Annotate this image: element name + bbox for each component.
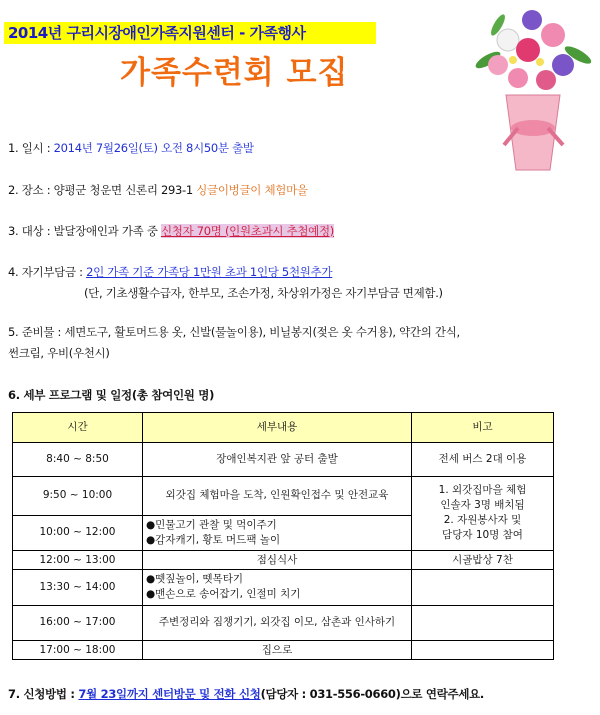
time-cell: 17:00 ~ 18:00 — [13, 641, 143, 660]
fee-line — [8, 264, 332, 280]
content-cell: 집으로 — [143, 641, 412, 660]
schedule-table — [12, 412, 554, 660]
flower-bouquet-icon — [468, 0, 596, 180]
note-cell: 시골밥상 7찬 — [412, 551, 554, 570]
event-banner: 2014년 구리시장애인가족지원센터 - 가족행사 — [4, 22, 376, 44]
note-cell — [412, 569, 554, 605]
supplies-line-2: 썬크림, 우비(우천시) — [8, 346, 110, 360]
target-value: 신청자 70명 (인원초과시 추첨예정) — [160, 224, 334, 238]
note-cell — [412, 605, 554, 641]
time-cell: 8:40 ~ 8:50 — [13, 443, 143, 476]
target-line — [8, 223, 334, 239]
place-label: 2. 장소 : 양평군 청운면 신론리 293-1 — [8, 183, 197, 197]
content-cell: 장애인복지관 앞 공터 출발 — [143, 443, 412, 476]
apply-value: 7월 23일까지 센터방문 및 전화 신청 — [78, 687, 261, 701]
table-row — [13, 569, 554, 605]
fee-value: 2인 가족 기준 가족당 1만원 초과 1인당 5천원추가 — [86, 265, 333, 279]
apply-label: 7. 신청방법 : — [8, 687, 79, 701]
note-line: 2. 자원봉사자 및 — [443, 514, 522, 527]
time-cell: 13:30 ~ 14:00 — [13, 569, 143, 605]
content-cell: 점심식사 — [143, 551, 412, 570]
table-row — [13, 641, 554, 660]
supplies-line-1: 5. 준비물 : 세면도구, 활토머드용 옷, 신발(물놀이용), 비닐봉지(젖은 옷 수거용), 약간의 간식, — [8, 325, 460, 339]
apply-contact: (담당자 : 031-556-0660)으로 연락주세요. — [260, 687, 485, 701]
place-line — [8, 182, 308, 198]
table-row — [13, 476, 554, 515]
note-line: 1. 외갓집마을 체험 — [438, 484, 527, 497]
fee-note: (단, 기초생활수급자, 한부모, 조손가정, 차상위가정은 자기부담금 면제함.) — [84, 286, 443, 300]
content-cell: 외갓집 체험마을 도착, 인원확인접수 및 안전교육 — [143, 476, 412, 515]
note-line: 인솔자 3명 배치됨 — [440, 499, 525, 512]
column-header-time: 시간 — [13, 413, 143, 443]
time-cell: 16:00 ~ 17:00 — [13, 605, 143, 641]
apply-line — [8, 686, 484, 702]
activity-item: ●감자캐기, 황토 머드팩 놀이 — [146, 533, 281, 546]
content-cell — [143, 515, 412, 551]
content-cell — [143, 569, 412, 605]
note-cell: 전세 버스 2대 이용 — [412, 443, 554, 476]
program-title: 6. 세부 프로그램 및 일정(총 참여인원 명) — [8, 388, 215, 402]
activity-item: ●맨손으로 송어잡기, 인절미 치기 — [146, 588, 301, 601]
activity-item: ●뗏짚놀이, 뗏목타기 — [146, 573, 243, 586]
column-header-content: 세부내용 — [143, 413, 412, 443]
fee-label: 4. 자기부담금 : — [8, 265, 87, 279]
time-cell: 9:50 ~ 10:00 — [13, 476, 143, 515]
place-value: 싱글이벙글이 체험마을 — [196, 183, 308, 197]
time-cell: 12:00 ~ 13:00 — [13, 551, 143, 570]
table-row — [13, 551, 554, 570]
date-value: 2014년 7월26일(토) 오전 8시50분 출발 — [53, 141, 254, 155]
note-line: 담당자 10명 참여 — [442, 529, 523, 542]
table-header-row — [13, 413, 554, 443]
table-row — [13, 605, 554, 641]
time-cell: 10:00 ~ 12:00 — [13, 515, 143, 551]
activity-item: ●민물고기 관찰 및 먹이주기 — [146, 518, 277, 531]
date-line — [8, 140, 254, 156]
content-cell: 주변정리와 짐챙기기, 외갓집 이모, 삼촌과 인사하기 — [143, 605, 412, 641]
note-cell-merged — [412, 476, 554, 550]
date-label: 1. 일시 : — [8, 141, 54, 155]
note-cell — [412, 641, 554, 660]
table-row — [13, 443, 554, 476]
page-title: 가족수련회 모집 — [120, 55, 349, 91]
column-header-note: 비고 — [412, 413, 554, 443]
target-label: 3. 대상 : 발달장애인과 가족 중 — [8, 224, 161, 238]
